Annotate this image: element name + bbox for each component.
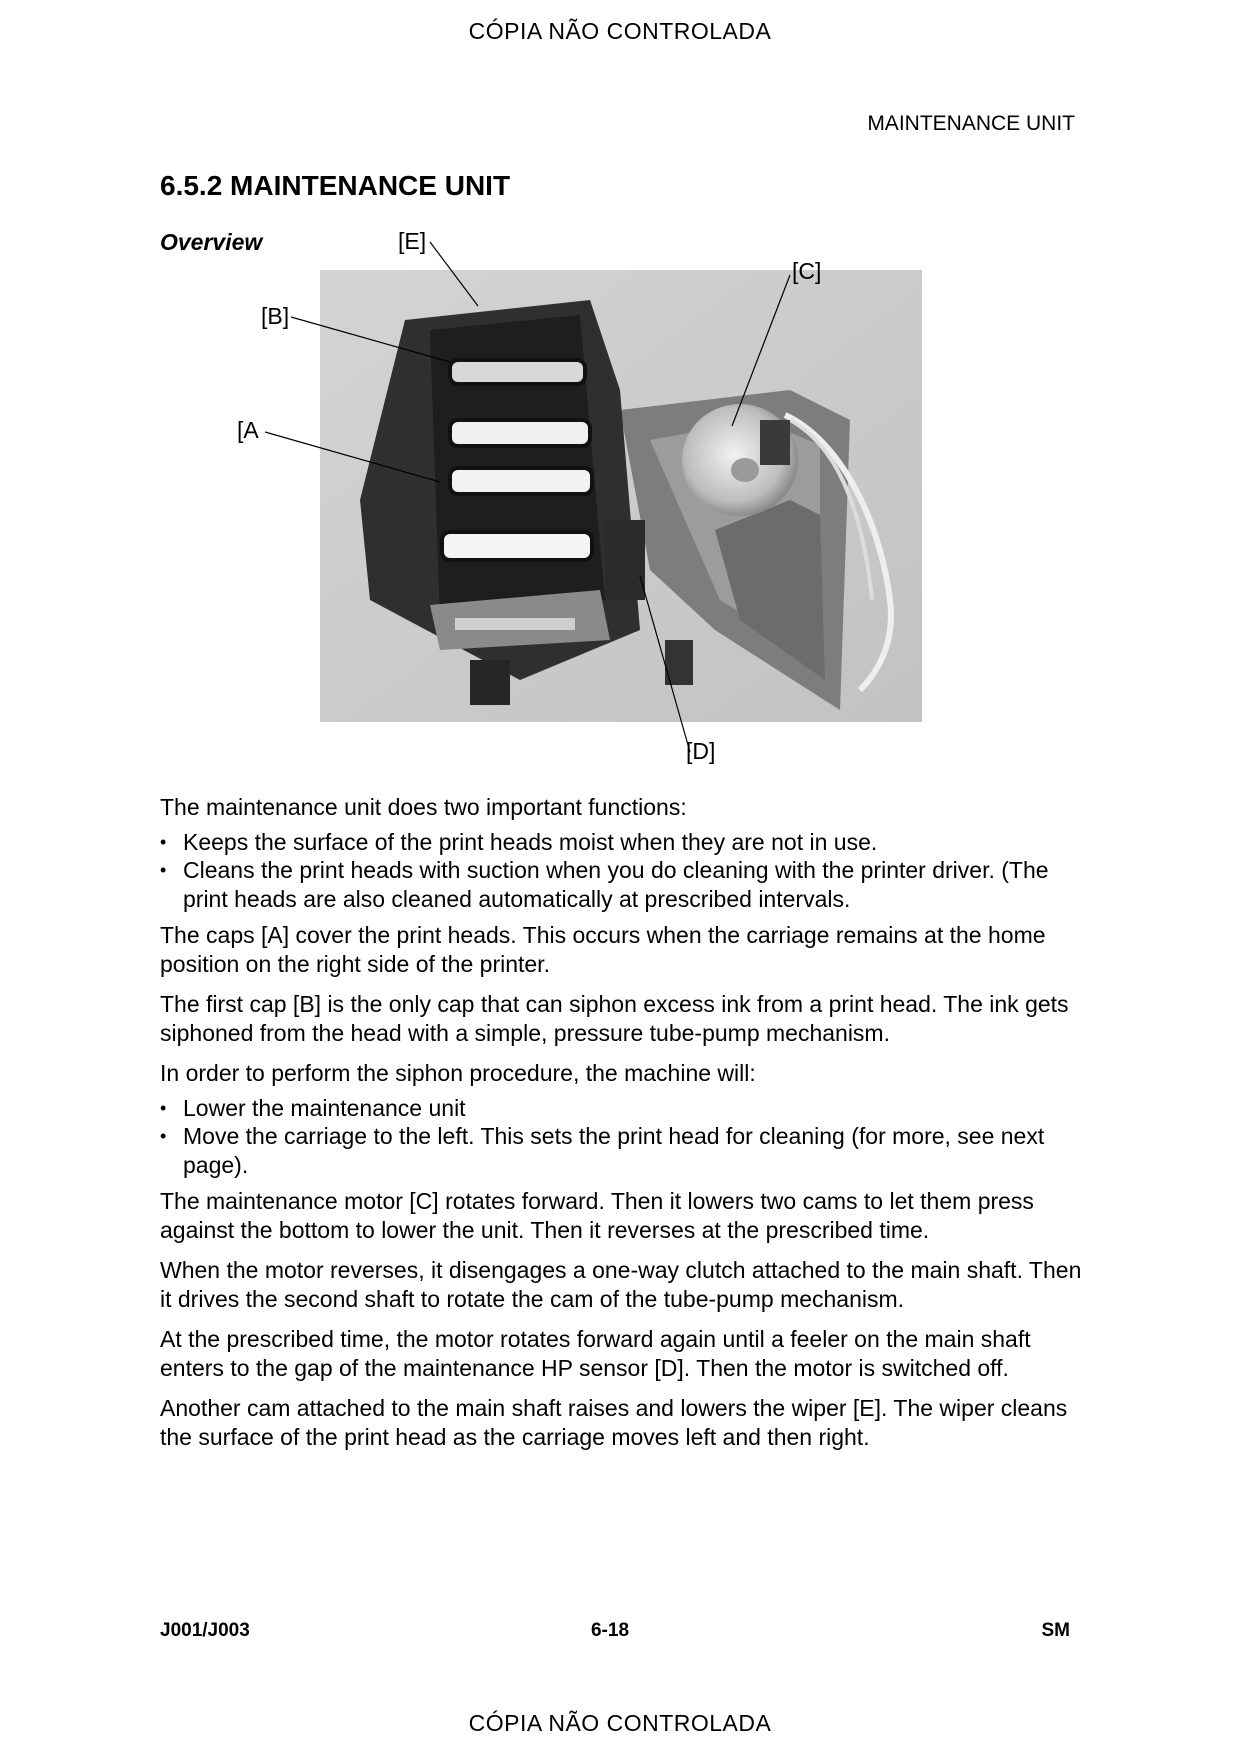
callout-b: [B] (261, 303, 290, 329)
running-header: MAINTENANCE UNIT (867, 112, 1075, 135)
leader-line-b (291, 317, 450, 362)
section-title: 6.5.2 MAINTENANCE UNIT (160, 170, 511, 201)
overview-subtitle: Overview (160, 229, 263, 255)
leader-line-e (430, 242, 478, 306)
watermark-top: CÓPIA NÃO CONTROLADA (468, 18, 772, 44)
callout-c: [C] (792, 258, 822, 284)
functions-list (160, 828, 1090, 914)
body-text (160, 793, 1090, 1463)
siphon-steps-list (160, 1094, 1090, 1180)
reverse-paragraph: When the motor reverses, it disengages a one-way clutch attached to the main shaft. Then it drives the second shaft to rotate the cam of the tube-pump mechanism. (160, 1257, 1082, 1312)
intro-paragraph: The maintenance unit does two important functions: (160, 794, 687, 820)
list-item: • Lower the maintenance unit (160, 1094, 1090, 1123)
footer-model: J001/J003 (160, 1620, 250, 1641)
callout-e: [E] (398, 228, 427, 254)
footer-page-number: 6-18 (590, 1620, 630, 1641)
list-item: • Move the carriage to the left. This sets the print head for cleaning (for more, see next page). (160, 1122, 1090, 1179)
list-item: • Cleans the print heads with suction when you do cleaning with the printer driver. (The print heads are also cleaned automatically at prescribed intervals. (160, 856, 1090, 913)
leader-line-c (732, 275, 790, 426)
siphon-intro-paragraph: In order to perform the siphon procedure, the machine will: (160, 1060, 756, 1086)
watermark-bottom: CÓPIA NÃO CONTROLADA (468, 1710, 772, 1736)
footer-manual-code: SM (1041, 1620, 1070, 1641)
callout-leader-lines (0, 0, 1240, 800)
forward-paragraph: At the prescribed time, the motor rotates forward again until a feeler on the main shaft enters to the gap of the maintenance HP sensor [D]. Then the motor is switched off. (160, 1326, 1031, 1381)
motor-paragraph: The maintenance motor [C] rotates forward. Then it lowers two cams to let them press against the bottom to lower the unit. Then it reverses at the prescribed time. (160, 1188, 1034, 1243)
first-cap-paragraph: The first cap [B] is the only cap that can siphon excess ink from a print head. The ink gets siphoned from the head with a simple, pressure tube-pump mechanism. (160, 991, 1069, 1046)
wiper-paragraph: Another cam attached to the main shaft raises and lowers the wiper [E]. The wiper cleans the surface of the print head as the carriage moves left and then right. (160, 1395, 1068, 1450)
callout-a: [A (237, 417, 259, 443)
leader-line-a (265, 432, 440, 482)
leader-line-d (640, 576, 690, 752)
list-item: • Keeps the surface of the print heads moist when they are not in use. (160, 828, 1090, 857)
caps-paragraph: The caps [A] cover the print heads. This occurs when the carriage remains at the home position on the right side of the printer. (160, 922, 1046, 977)
callout-d: [D] (686, 738, 716, 764)
